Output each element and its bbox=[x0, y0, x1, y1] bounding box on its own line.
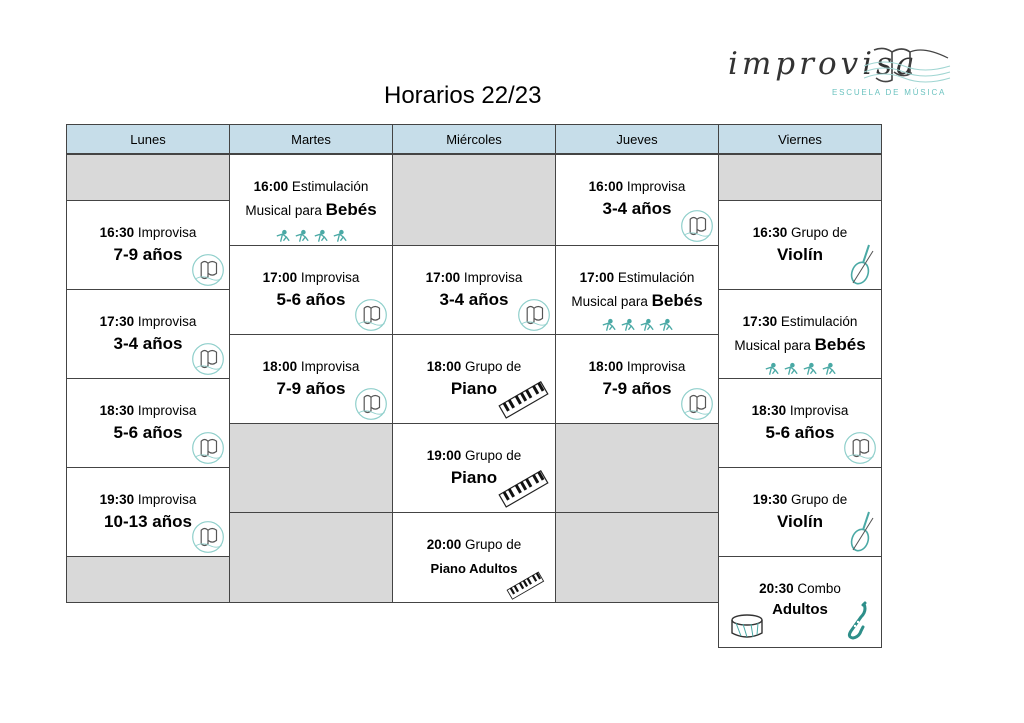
saxophone-icon bbox=[837, 601, 873, 641]
header-viernes: Viernes bbox=[718, 124, 882, 154]
class-time: 19:30 bbox=[752, 492, 788, 507]
class-slot bbox=[555, 334, 719, 424]
class-group: Piano bbox=[450, 468, 498, 487]
class-prefix: Musical para bbox=[734, 338, 811, 353]
class-time: 17:30 bbox=[99, 314, 135, 329]
header-lunes: Lunes bbox=[66, 124, 230, 154]
violin-icon bbox=[847, 510, 877, 554]
violin-icon bbox=[847, 243, 877, 287]
class-slot bbox=[66, 467, 230, 557]
class-time: 17:00 bbox=[425, 270, 461, 285]
piano-keys-icon bbox=[495, 468, 551, 508]
class-slot bbox=[718, 378, 882, 468]
class-time: 17:00 bbox=[579, 270, 615, 285]
empty-slot bbox=[229, 512, 393, 603]
class-slot bbox=[229, 245, 393, 335]
class-label: Grupo de bbox=[791, 492, 848, 507]
class-slot bbox=[392, 245, 556, 335]
empty-slot bbox=[66, 556, 230, 603]
class-slot bbox=[392, 512, 556, 603]
piano-keys-icon bbox=[499, 570, 551, 600]
class-label: Improvisa bbox=[300, 270, 360, 285]
class-group: Bebés bbox=[651, 291, 703, 310]
class-time: 16:00 bbox=[588, 179, 624, 194]
logo-subtitle: ESCUELA DE MÚSICA bbox=[832, 88, 947, 97]
class-group: Piano bbox=[450, 379, 498, 398]
improvisa-logo-icon bbox=[191, 342, 225, 376]
class-label: Improvisa bbox=[137, 225, 197, 240]
class-slot bbox=[392, 334, 556, 424]
class-group: 3-4 años bbox=[113, 334, 183, 353]
class-group: 3-4 años bbox=[439, 290, 509, 309]
class-group: 3-4 años bbox=[602, 199, 672, 218]
improvisa-logo-icon bbox=[680, 209, 714, 243]
class-prefix: Musical para bbox=[571, 294, 648, 309]
class-group: Bebés bbox=[325, 200, 377, 219]
class-label: Improvisa bbox=[137, 314, 197, 329]
class-time: 18:00 bbox=[262, 359, 298, 374]
empty-slot bbox=[555, 512, 719, 603]
class-label: Combo bbox=[797, 581, 841, 596]
class-time: 18:30 bbox=[751, 403, 787, 418]
class-slot bbox=[718, 289, 882, 379]
header-jueves: Jueves bbox=[555, 124, 719, 154]
empty-slot bbox=[555, 423, 719, 513]
class-slot bbox=[718, 467, 882, 557]
improvisa-logo-icon bbox=[354, 387, 388, 421]
babies-icon bbox=[273, 228, 349, 244]
class-group: 5-6 años bbox=[276, 290, 346, 309]
improvisa-logo-icon bbox=[843, 431, 877, 465]
class-label: Grupo de bbox=[465, 448, 522, 463]
improvisa-logo-icon bbox=[517, 298, 551, 332]
class-group: 7-9 años bbox=[276, 379, 346, 398]
class-group: Adultos bbox=[772, 601, 828, 618]
improvisa-logo-icon bbox=[191, 253, 225, 287]
header-martes: Martes bbox=[229, 124, 393, 154]
improvisa-logo-icon bbox=[354, 298, 388, 332]
class-label: Estimulación bbox=[291, 179, 369, 194]
header-miercoles: Miércoles bbox=[392, 124, 556, 154]
empty-slot bbox=[229, 423, 393, 513]
class-slot bbox=[66, 289, 230, 379]
class-group: 10-13 años bbox=[104, 512, 192, 531]
drum-icon bbox=[729, 611, 765, 641]
class-time: 17:30 bbox=[742, 314, 778, 329]
class-group: Piano Adultos bbox=[430, 561, 518, 576]
class-group: Violín bbox=[777, 245, 823, 264]
page-title: Horarios 22/23 bbox=[384, 82, 542, 109]
empty-slot bbox=[392, 154, 556, 246]
class-time: 19:30 bbox=[99, 492, 135, 507]
class-group: 5-6 años bbox=[765, 423, 835, 442]
class-label: Estimulación bbox=[780, 314, 858, 329]
class-label: Grupo de bbox=[465, 359, 522, 374]
class-label: Improvisa bbox=[463, 270, 523, 285]
class-label: Improvisa bbox=[300, 359, 360, 374]
improvisa-logo-icon bbox=[680, 387, 714, 421]
class-slot bbox=[229, 154, 393, 246]
class-label: Improvisa bbox=[789, 403, 849, 418]
school-logo bbox=[726, 40, 956, 102]
class-slot bbox=[66, 378, 230, 468]
class-label: Estimulación bbox=[617, 270, 695, 285]
class-label: Grupo de bbox=[465, 537, 522, 552]
class-time: 16:30 bbox=[99, 225, 135, 240]
class-group: Violín bbox=[777, 512, 823, 531]
empty-slot bbox=[66, 154, 230, 201]
class-label: Improvisa bbox=[137, 492, 197, 507]
improvisa-logo-icon bbox=[191, 520, 225, 554]
class-label: Grupo de bbox=[791, 225, 848, 240]
class-slot bbox=[718, 200, 882, 290]
babies-icon bbox=[762, 361, 838, 377]
logo-wave-icon bbox=[864, 44, 954, 86]
class-slot bbox=[555, 245, 719, 335]
class-time: 16:00 bbox=[253, 179, 289, 194]
class-time: 20:30 bbox=[759, 581, 794, 596]
schedule-grid bbox=[66, 124, 881, 648]
empty-slot bbox=[718, 154, 882, 201]
babies-icon bbox=[599, 317, 675, 333]
class-slot bbox=[66, 200, 230, 290]
class-slot bbox=[229, 334, 393, 424]
class-time: 20:00 bbox=[426, 537, 462, 552]
class-group: Bebés bbox=[814, 335, 866, 354]
class-group: 7-9 años bbox=[113, 245, 183, 264]
class-time: 17:00 bbox=[262, 270, 298, 285]
class-time: 18:00 bbox=[426, 359, 462, 374]
piano-keys-icon bbox=[495, 379, 551, 419]
improvisa-logo-icon bbox=[191, 431, 225, 465]
class-slot bbox=[555, 154, 719, 246]
class-slot bbox=[392, 423, 556, 513]
class-prefix: Musical para bbox=[245, 203, 322, 218]
class-time: 18:30 bbox=[99, 403, 135, 418]
class-label: Improvisa bbox=[626, 179, 686, 194]
logo-word: improvisa bbox=[728, 46, 919, 82]
class-group: 7-9 años bbox=[602, 379, 672, 398]
class-time: 19:00 bbox=[426, 448, 462, 463]
class-label: Improvisa bbox=[626, 359, 686, 374]
class-label: Improvisa bbox=[137, 403, 197, 418]
class-slot bbox=[718, 556, 882, 648]
class-group: 5-6 años bbox=[113, 423, 183, 442]
class-time: 18:00 bbox=[588, 359, 624, 374]
class-time: 16:30 bbox=[752, 225, 788, 240]
